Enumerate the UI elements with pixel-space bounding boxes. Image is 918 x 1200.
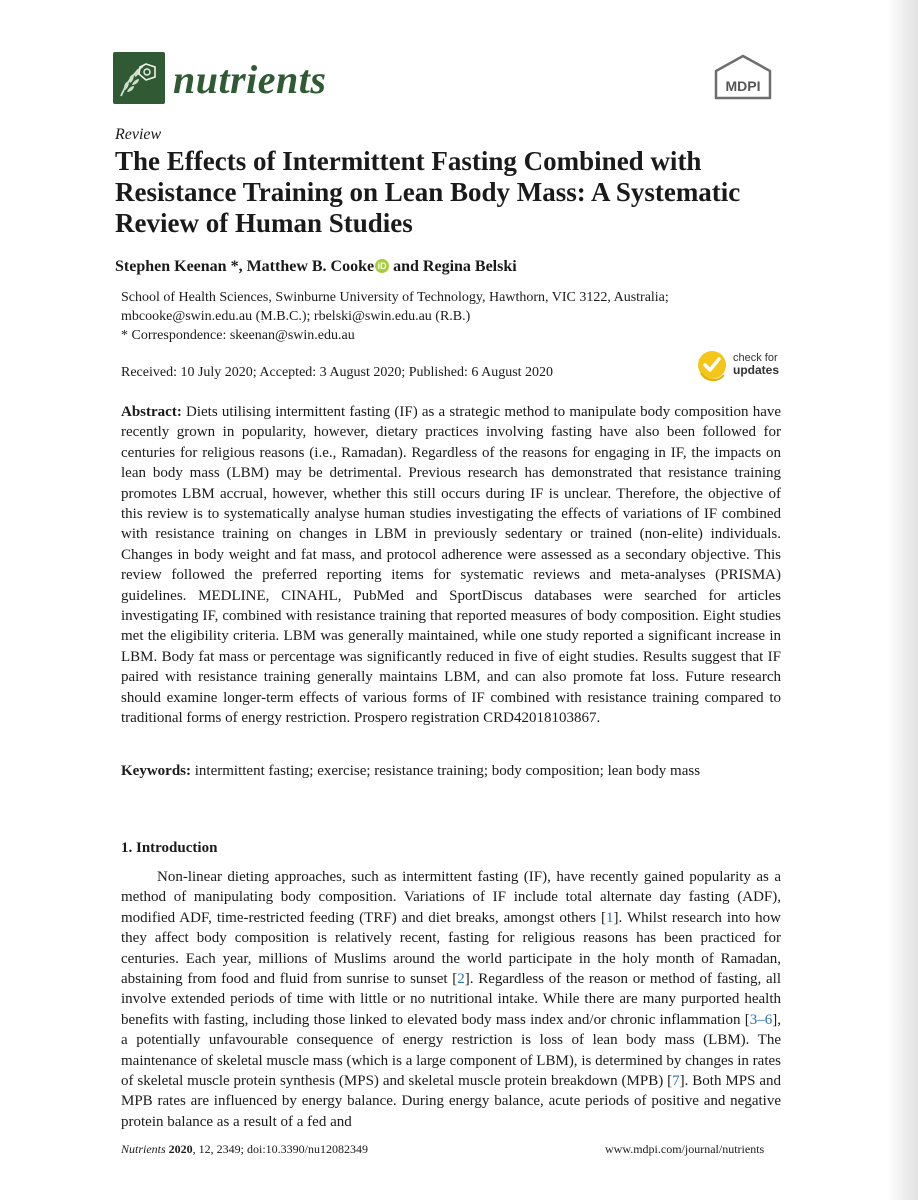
keywords-text: intermittent fasting; exercise; resistance training; body composition; lean body mass	[194, 763, 701, 779]
affiliation-emails[interactable]: mbcooke@swin.edu.au (M.B.C.); rbelski@swin.edu.au (R.B.)	[121, 309, 471, 324]
intro-text: ], a potentially unfavourable consequence of energy restriction is loss of lean body mass (LBM). The maintenance of skeletal muscle mass (which is a large component of LBM), is determined by changes in rates of skeletal muscle protein synthesis (MPS) and skeletal muscle protein breakdown (MPB) [	[121, 1011, 781, 1090]
publication-dates: Received: 10 July 2020; Accepted: 3 August 2020; Published: 6 August 2020	[121, 365, 554, 380]
check-for-updates-line2: updates	[733, 363, 780, 377]
footer-citation	[121, 1142, 368, 1157]
section-heading-introduction: 1. Introduction	[121, 840, 218, 856]
abstract-label: Abstract:	[121, 404, 182, 420]
intro-text: Non-linear dieting approaches, such as intermittent fasting (IF), have recently gained popularity as a method of manipulating body composition. Variations of IF include total alternate day fasting (ADF), modified ADF, time-restricted feeding (TRF) and diet breaks, amongst others [	[121, 869, 781, 926]
authors-last: and Regina Belski	[393, 258, 517, 275]
footer-journal: Nutrients	[121, 1142, 166, 1156]
introduction-paragraph	[121, 867, 781, 1132]
affiliation-block	[121, 288, 669, 345]
check-for-updates-label[interactable]	[733, 352, 779, 376]
publisher-name: MDPI	[725, 78, 761, 94]
page-edge-shadow	[888, 0, 918, 1200]
journal-logo-icon	[113, 52, 165, 104]
footer-year: 2020	[168, 1142, 193, 1156]
citation-link[interactable]: 1	[606, 909, 614, 926]
intro-text: ]. Regardless of the reason or method of fasting, all involve extended periods of time with little or no nutritional intake. While there are many purported health benefits with fasting, including those linked to elevated body mass index and/or chronic inflammation [	[121, 971, 781, 1028]
orcid-icon[interactable]: iD	[375, 259, 389, 273]
citation-link[interactable]: 2	[457, 971, 465, 988]
author-list	[115, 258, 517, 276]
mdpi-logo-icon	[712, 54, 774, 100]
footer-url[interactable]: www.mdpi.com/journal/nutrients	[605, 1142, 765, 1156]
intro-text: ]. Whilst research into how they affect body composition is relatively recent, fasting for religious reasons has been practiced for centuries. Each year, millions of Muslims around the world participate in the holy month of Ramadan, abstaining from food and fluid from sunrise to sunset [	[121, 909, 781, 988]
check-for-updates-line1: check for	[733, 352, 778, 364]
footer-doi[interactable]: , 12, 2349; doi:10.3390/nu12082349	[192, 1142, 369, 1156]
abstract-text: Diets utilising intermittent fasting (IF) as a strategic method to manipulate body composition have recently grown in popularity, however, dietary practices involving fasting have also been followed for centuries for religious reasons (i.e., Ramadan). Regardless of the reasons for engaging in IF, the impacts on lean body mass (LBM) may be detrimental. Previous research has demonstrated that resistance training promotes LBM accrual, however, whether this still occurs during IF is unclear. Therefore, the objective of this review is to systematically analyse human studies investigating the effects of variations of IF combined with resistance training on changes in LBM in previously sedentary or trained (non-elite) individuals. Changes in body weight and fat mass, and protocol adherence were assessed as a secondary objective. This review followed the preferred reporting items for systematic reviews and meta-analyses (PRISMA) guidelines. MEDLINE, CINAHL, PubMed and SportDiscus databases were searched for articles investigating IF, combined with resistance training that reported measures of body composition. Eight studies met the eligibility criteria. LBM was generally maintained, while one study reported a significant increase in LBM. Body fat mass or percentage was significantly reduced in five of eight studies. Results suggest that IF paired with resistance training generally maintains LBM, and can also promote fat loss. Future research should examine longer-term effects of various forms of IF combined with resistance training compared to traditional forms of energy restriction. Prospero registration CRD42018103867.	[121, 404, 782, 727]
correspondence-line[interactable]: * Correspondence: skeenan@swin.edu.au	[121, 328, 355, 343]
intro-text: ]. Both MPS and MPB rates are influenced by energy balance. During energy balance, acute periods of positive and negative protein balance as a result of a fed and	[121, 1073, 781, 1130]
keywords-label: Keywords:	[121, 763, 191, 779]
article-type: Review	[115, 126, 162, 143]
article-title: The Effects of Intermittent Fasting Combined with Resistance Training on Lean Body Mass: A Systematic Review of Human Studies	[115, 146, 741, 238]
citation-link[interactable]: 3–6	[749, 1011, 773, 1028]
keywords	[121, 763, 700, 780]
authors-first: Stephen Keenan *, Matthew B. Cooke	[115, 258, 375, 275]
journal-name: nutrients	[173, 57, 327, 102]
citation-link[interactable]: 7	[672, 1073, 680, 1090]
abstract	[121, 402, 781, 729]
affiliation-line: School of Health Sciences, Swinburne University of Technology, Hawthorn, VIC 3122, Australia;	[121, 290, 669, 305]
